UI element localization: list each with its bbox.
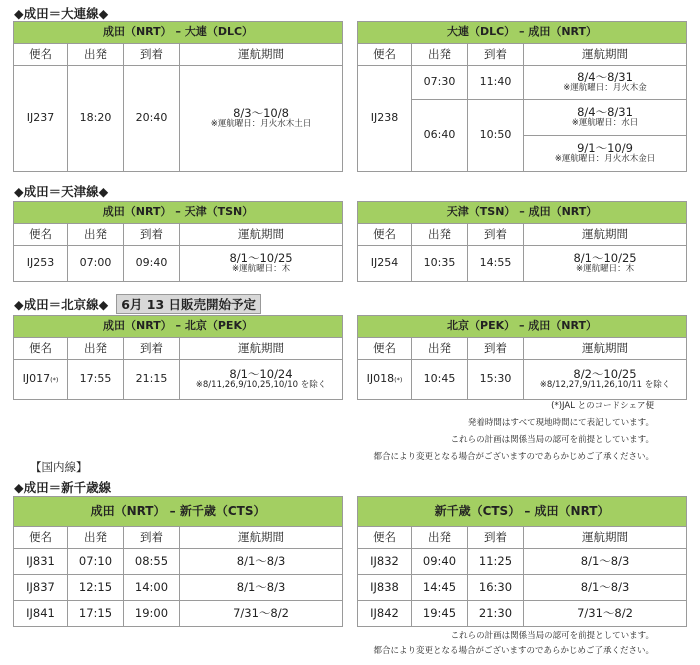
departure-time: 10:45	[412, 360, 468, 400]
note-codeshare: (*)JAL とのコードシェア便	[551, 401, 654, 411]
column-header-departure: 出発	[412, 527, 468, 549]
beijing-notes	[373, 398, 654, 466]
operating-period: 8/1～8/3	[524, 549, 687, 575]
arrival-time: 11:25	[468, 549, 524, 575]
arrival-time: 15:30	[468, 360, 524, 400]
arrival-time: 19:00	[124, 601, 180, 627]
arrival-time: 20:40	[124, 66, 180, 172]
departure-time: 10:35	[412, 246, 468, 282]
column-header-arrival: 到着	[468, 224, 524, 246]
column-header-arrival: 到着	[124, 44, 180, 66]
column-header-flight: 便名	[14, 224, 68, 246]
operating-days: ※運航曜日：木	[231, 264, 291, 275]
departure-time: 07:00	[68, 246, 124, 282]
period-dates: 8/4～8/31	[577, 70, 633, 84]
operating-days: ※運航曜日：月火水木金日	[554, 154, 656, 165]
column-header-arrival: 到着	[468, 44, 524, 66]
flight-number: IJ838	[358, 575, 412, 601]
operating-period: 8/1～8/3	[180, 549, 343, 575]
operating-period: 7/31～8/2	[524, 601, 687, 627]
arrival-time: 09:40	[124, 246, 180, 282]
period-dates: 8/2～10/25	[573, 367, 637, 381]
arrival-time: 10:50	[468, 100, 524, 172]
flight-number: IJ831	[14, 549, 68, 575]
column-header-flight: 便名	[358, 338, 412, 360]
period-dates: 8/1～10/25	[229, 251, 293, 265]
column-header-departure: 出発	[68, 224, 124, 246]
flight-number: IJ254	[358, 246, 412, 282]
column-header-arrival: 到着	[468, 527, 524, 549]
section-heading-tianjin: ◆成田＝天津線◆	[14, 184, 109, 199]
table-title: 成田（NRT） – 天津（TSN）	[14, 202, 343, 224]
operating-period: 8/1～8/3	[524, 575, 687, 601]
departure-time: 17:15	[68, 601, 124, 627]
period-dates: 8/4～8/31	[577, 105, 633, 119]
domestic-notes	[373, 629, 654, 659]
table-row	[358, 549, 687, 575]
note-changes: 都合により変更となる場合がございますのであらかじめご了承ください。	[373, 646, 654, 656]
section-heading-shin-chitose: ◆成田＝新千歳線	[14, 480, 112, 495]
column-header-departure: 出発	[68, 338, 124, 360]
timetable-pek-nrt	[357, 315, 687, 400]
table-title: 成田（NRT） – 新千歳（CTS）	[14, 497, 343, 527]
operating-days: ※運航曜日：月火水木土日	[210, 119, 312, 130]
codeshare-mark: (*)	[394, 376, 403, 385]
column-header-flight: 便名	[358, 44, 412, 66]
column-header-period: 運航期間	[180, 527, 343, 549]
flight-code: IJ018	[366, 372, 395, 386]
operating-period: 7/31～8/2	[180, 601, 343, 627]
arrival-time: 08:55	[124, 549, 180, 575]
table-title: 新千歳（CTS） – 成田（NRT）	[358, 497, 687, 527]
departure-time: 12:15	[68, 575, 124, 601]
note-changes: 都合により変更となる場合がございますのであらかじめご了承ください。	[373, 452, 654, 462]
note-local-time: 発着時間はすべて現地時間にて表記しています。	[467, 418, 654, 428]
section-heading-beijing	[14, 294, 261, 314]
section-heading-dalian: ◆成田＝大連線◆	[14, 6, 109, 21]
departure-time: 19:45	[412, 601, 468, 627]
operating-days: ※運航曜日：木	[575, 264, 635, 275]
period-dates: 8/1～10/24	[229, 367, 293, 381]
flight-number: IJ841	[14, 601, 68, 627]
codeshare-mark: (*)	[50, 376, 59, 385]
flight-number	[14, 360, 68, 400]
column-header-flight: 便名	[358, 224, 412, 246]
flight-number	[358, 360, 412, 400]
operating-period	[524, 100, 687, 136]
column-header-period: 運航期間	[524, 527, 687, 549]
departure-time: 06:40	[412, 100, 468, 172]
column-header-departure: 出発	[412, 44, 468, 66]
column-header-period: 運航期間	[524, 44, 687, 66]
departure-time: 18:20	[68, 66, 124, 172]
column-header-arrival: 到着	[468, 338, 524, 360]
column-header-period: 運航期間	[180, 338, 343, 360]
arrival-time: 21:15	[124, 360, 180, 400]
operating-period	[180, 360, 343, 400]
table-title: 大連（DLC） – 成田（NRT）	[358, 22, 687, 44]
table-row	[358, 575, 687, 601]
column-header-departure: 出発	[68, 44, 124, 66]
flight-code: IJ017	[22, 372, 51, 386]
note-approval: これらの計画は関係当局の認可を前提としています。	[450, 631, 654, 641]
table-row	[14, 575, 343, 601]
arrival-time: 14:55	[468, 246, 524, 282]
column-header-flight: 便名	[14, 527, 68, 549]
departure-time: 07:30	[412, 66, 468, 100]
timetable-dlc-nrt	[357, 21, 687, 172]
column-header-departure: 出発	[68, 527, 124, 549]
operating-days: ※運航曜日：月火木金	[563, 83, 647, 94]
operating-period: 8/1～8/3	[180, 575, 343, 601]
flight-number: IJ842	[358, 601, 412, 627]
arrival-time: 14:00	[124, 575, 180, 601]
operating-days: ※運航曜日：水日	[571, 118, 639, 129]
column-header-arrival: 到着	[124, 338, 180, 360]
column-header-period: 運航期間	[524, 338, 687, 360]
table-row	[14, 601, 343, 627]
operating-period	[524, 136, 687, 172]
table-title: 天津（TSN） – 成田（NRT）	[358, 202, 687, 224]
flight-number: IJ837	[14, 575, 68, 601]
operating-period	[524, 360, 687, 400]
column-header-period: 運航期間	[524, 224, 687, 246]
table-title: 北京（PEK） – 成田（NRT）	[358, 316, 687, 338]
operating-period	[180, 66, 343, 172]
timetable-nrt-pek	[13, 315, 343, 400]
period-dates: 8/3～10/8	[233, 106, 289, 120]
column-header-period: 運航期間	[180, 224, 343, 246]
operating-period	[180, 246, 343, 282]
domestic-label: 【国内線】	[30, 460, 88, 474]
sale-start-badge: 6月 13 日販売開始予定	[116, 294, 261, 314]
departure-time: 07:10	[68, 549, 124, 575]
table-title: 成田（NRT） – 北京（PEK）	[14, 316, 343, 338]
column-header-period: 運航期間	[180, 44, 343, 66]
table-row	[14, 549, 343, 575]
excluded-dates: ※8/12,27,9/11,26,10/11 を除く	[539, 380, 671, 391]
arrival-time: 11:40	[468, 66, 524, 100]
table-title: 成田（NRT） – 大連（DLC）	[14, 22, 343, 44]
column-header-flight: 便名	[14, 338, 68, 360]
column-header-departure: 出発	[412, 224, 468, 246]
departure-time: 14:45	[412, 575, 468, 601]
departure-time: 09:40	[412, 549, 468, 575]
timetable-nrt-cts	[13, 496, 343, 627]
column-header-arrival: 到着	[124, 527, 180, 549]
table-row	[358, 601, 687, 627]
excluded-dates: ※8/11,26,9/10,25,10/10 を除く	[195, 380, 327, 391]
flight-number: IJ832	[358, 549, 412, 575]
column-header-arrival: 到着	[124, 224, 180, 246]
operating-period	[524, 246, 687, 282]
flight-number: IJ237	[14, 66, 68, 172]
column-header-flight: 便名	[358, 527, 412, 549]
departure-time: 17:55	[68, 360, 124, 400]
period-dates: 8/1～10/25	[573, 251, 637, 265]
column-header-flight: 便名	[14, 44, 68, 66]
column-header-departure: 出発	[412, 338, 468, 360]
operating-period	[524, 66, 687, 100]
flight-number: IJ253	[14, 246, 68, 282]
arrival-time: 16:30	[468, 575, 524, 601]
note-approval: これらの計画は関係当局の認可を前提としています。	[450, 435, 654, 445]
heading-text: ◆成田＝北京線◆	[14, 297, 109, 312]
flight-number: IJ238	[358, 66, 412, 172]
timetable-nrt-dlc	[13, 21, 343, 172]
period-dates: 9/1～10/9	[577, 141, 633, 155]
timetable-cts-nrt	[357, 496, 687, 627]
timetable-tsn-nrt	[357, 201, 687, 282]
arrival-time: 21:30	[468, 601, 524, 627]
timetable-nrt-tsn	[13, 201, 343, 282]
